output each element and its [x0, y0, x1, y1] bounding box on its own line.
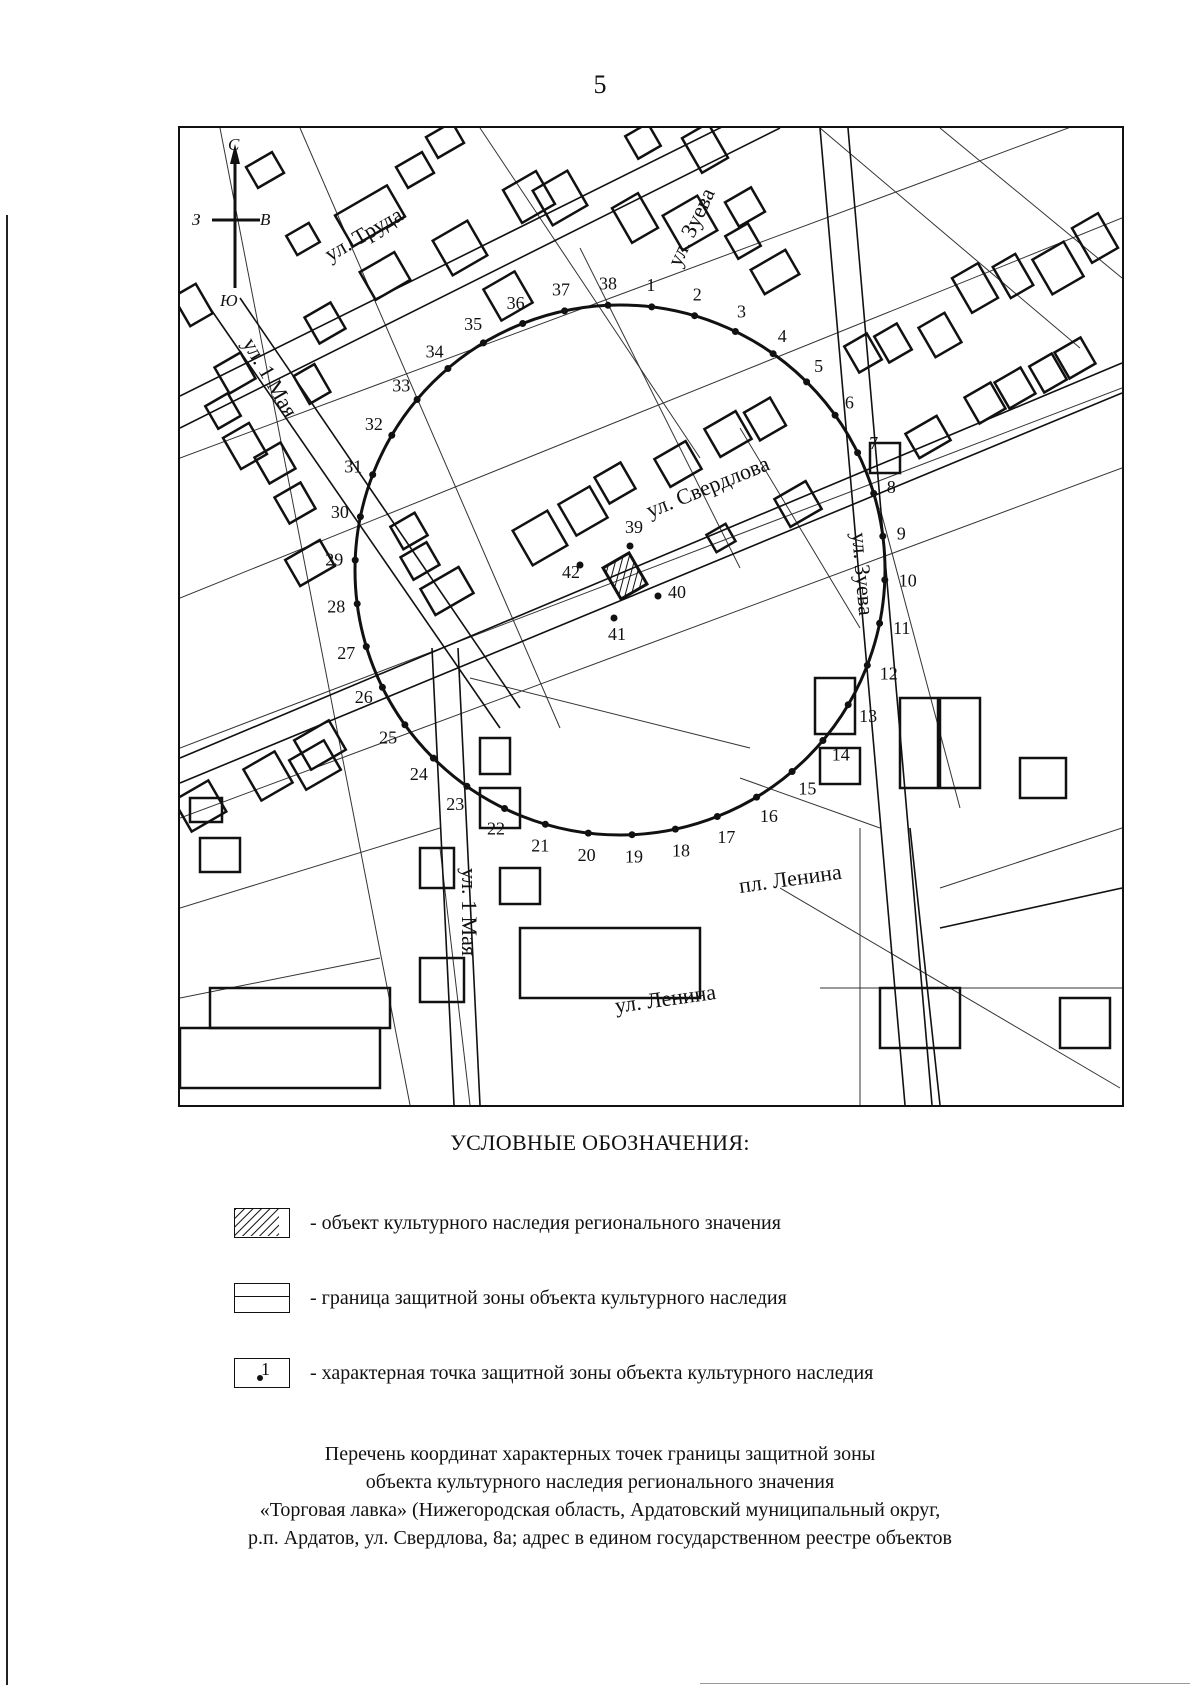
boundary-point: [881, 576, 888, 583]
object-point-label: 40: [668, 582, 686, 602]
boundary-point: [369, 471, 376, 478]
boundary-point: [629, 831, 636, 838]
boundary-point: [789, 768, 796, 775]
object-point: [655, 593, 662, 600]
caption-line: «Торговая лавка» (Нижегородская область, Ардатовский муниципальный округ,: [259, 1499, 941, 1521]
boundary-point-label: 4: [777, 325, 787, 346]
coordinates-caption: [0, 1440, 1200, 1552]
boundary-point-label: 10: [898, 570, 917, 591]
boundary-point: [379, 684, 386, 691]
legend-item-heritage-object: [234, 1205, 781, 1241]
caption-line: объекта культурного наследия регионального значения: [365, 1471, 835, 1493]
street-label-sverdlova: ул. Свердлова: [642, 450, 773, 523]
boundary-point: [876, 620, 883, 627]
boundary-point-label: 18: [672, 840, 690, 861]
boundary-point: [845, 701, 852, 708]
boundary-point: [463, 783, 470, 790]
boundary-point-label: 32: [364, 414, 383, 435]
boundary-point-label: 7: [869, 432, 879, 453]
boundary-point-label: 15: [798, 778, 817, 799]
boundary-point-label: 1: [646, 275, 656, 296]
boundary-point: [354, 600, 361, 607]
boundary-point-label: 17: [717, 826, 736, 847]
object-point-label: 42: [562, 562, 580, 582]
boundary-point-label: 24: [409, 763, 428, 784]
boundary-point: [803, 378, 810, 385]
legend-text-heritage-object: - объект культурного наследия регионального значения: [310, 1211, 781, 1234]
boundary-point-label: 20: [577, 844, 596, 865]
boundary-point-label: 14: [831, 744, 850, 765]
double-line-icon: [234, 1283, 290, 1313]
boundary-point: [864, 662, 871, 669]
compass-rose: [192, 135, 271, 310]
boundary-point: [819, 737, 826, 744]
boundary-point: [388, 432, 395, 439]
boundary-point: [501, 805, 508, 812]
object-point: [611, 615, 618, 622]
boundary-point-label: 28: [327, 596, 346, 617]
boundary-point: [561, 307, 568, 314]
boundary-point-label: 6: [844, 392, 854, 413]
boundary-point-label: 38: [599, 273, 617, 294]
boundary-point-label: 23: [446, 794, 465, 815]
boundary-point-label: 21: [531, 835, 550, 856]
boundary-point: [414, 396, 421, 403]
boundary-point-label: 5: [814, 356, 824, 377]
street-label-may1-left: ул. 1 Мая: [237, 333, 304, 422]
boundary-point-label: 26: [354, 687, 373, 708]
boundary-point-label: 13: [859, 705, 878, 726]
boundary-point: [691, 312, 698, 319]
boundary-point-label: 29: [325, 549, 344, 570]
bottom-margin-rule: [700, 1683, 1190, 1684]
boundary-point: [363, 643, 370, 650]
boundary-point: [444, 365, 451, 372]
boundary-point-label: 25: [379, 727, 398, 748]
boundary-point-label: 22: [487, 818, 505, 839]
legend-text-point: - характерная точка защитной зоны объекта культурного наследия: [310, 1361, 874, 1384]
legend-item-boundary: [234, 1280, 787, 1316]
boundary-point-label: 19: [625, 846, 643, 867]
boundary-point: [357, 513, 364, 520]
boundary-point-label: 8: [886, 477, 896, 497]
boundary-point-label: 3: [737, 301, 746, 322]
legend-item-point: [234, 1355, 873, 1391]
boundary-point-label: 11: [893, 617, 911, 638]
boundary-point-label: 36: [506, 293, 525, 314]
object-point: [627, 543, 634, 550]
boundary-point: [732, 328, 739, 335]
street-label-may1-bottom: ул. 1 Мая: [457, 868, 482, 956]
caption-line: р.п. Ардатов, ул. Свердлова, 8а; адрес в едином государственном реестре объектов: [248, 1527, 952, 1549]
buildings: [180, 128, 1118, 1088]
boundary-point: [770, 350, 777, 357]
compass-north: С: [228, 135, 240, 154]
page-number: 5: [593, 70, 607, 99]
boundary-point-label: 34: [425, 341, 444, 362]
boundary-point: [585, 830, 592, 837]
boundary-point: [480, 339, 487, 346]
point-marker-icon: 1: [234, 1358, 290, 1388]
street-label-lenin-square: пл. Ленина: [737, 858, 844, 898]
caption-line: Перечень координат характерных точек границы защитной зоны: [324, 1443, 876, 1465]
boundary-point: [870, 490, 877, 497]
object-point-label: 39: [625, 517, 643, 537]
street-label-zueva-top: ул. Зуева: [661, 183, 720, 271]
object-point-label: 41: [608, 624, 626, 644]
boundary-point: [401, 721, 408, 728]
boundary-point: [430, 755, 437, 762]
boundary-point-label: 2: [692, 284, 702, 305]
street-label-zueva-right: ул. Зуева: [847, 531, 880, 617]
compass-south: Ю: [220, 291, 238, 310]
boundary-point: [879, 533, 886, 540]
boundary-point: [542, 821, 549, 828]
boundary-point: [648, 303, 655, 310]
boundary-point-label: 33: [392, 375, 411, 396]
boundary-point-label: 9: [896, 523, 906, 544]
boundary-point-label: 30: [330, 502, 349, 523]
legend-title: УСЛОВНЫЕ ОБОЗНАЧЕНИЯ:: [450, 1130, 750, 1155]
boundary-point: [832, 412, 839, 419]
compass-east: В: [260, 210, 271, 229]
boundary-point: [753, 794, 760, 801]
boundary-point: [672, 826, 679, 833]
map-frame: [178, 126, 1124, 1107]
boundary-point-label: 27: [337, 643, 356, 663]
legend-text-boundary: - граница защитной зоны объекта культурного наследия: [310, 1286, 787, 1309]
street-label-lenina: ул. Ленина: [613, 979, 718, 1018]
map-svg: [180, 128, 1122, 1105]
hatched-square-icon: [234, 1208, 290, 1238]
boundary-point: [714, 813, 721, 820]
boundary-point: [854, 449, 861, 456]
boundary-point-label: 12: [879, 663, 898, 684]
compass-west: З: [192, 210, 201, 229]
boundary-point-label: 31: [344, 456, 363, 477]
boundary-point-label: 35: [464, 314, 483, 334]
boundary-point-label: 37: [552, 279, 570, 300]
boundary-point: [605, 302, 612, 309]
boundary-point: [352, 557, 359, 564]
boundary-point: [519, 320, 526, 327]
boundary-point-label: 16: [759, 806, 778, 826]
street-label-truda: ул. Труда: [320, 201, 407, 267]
